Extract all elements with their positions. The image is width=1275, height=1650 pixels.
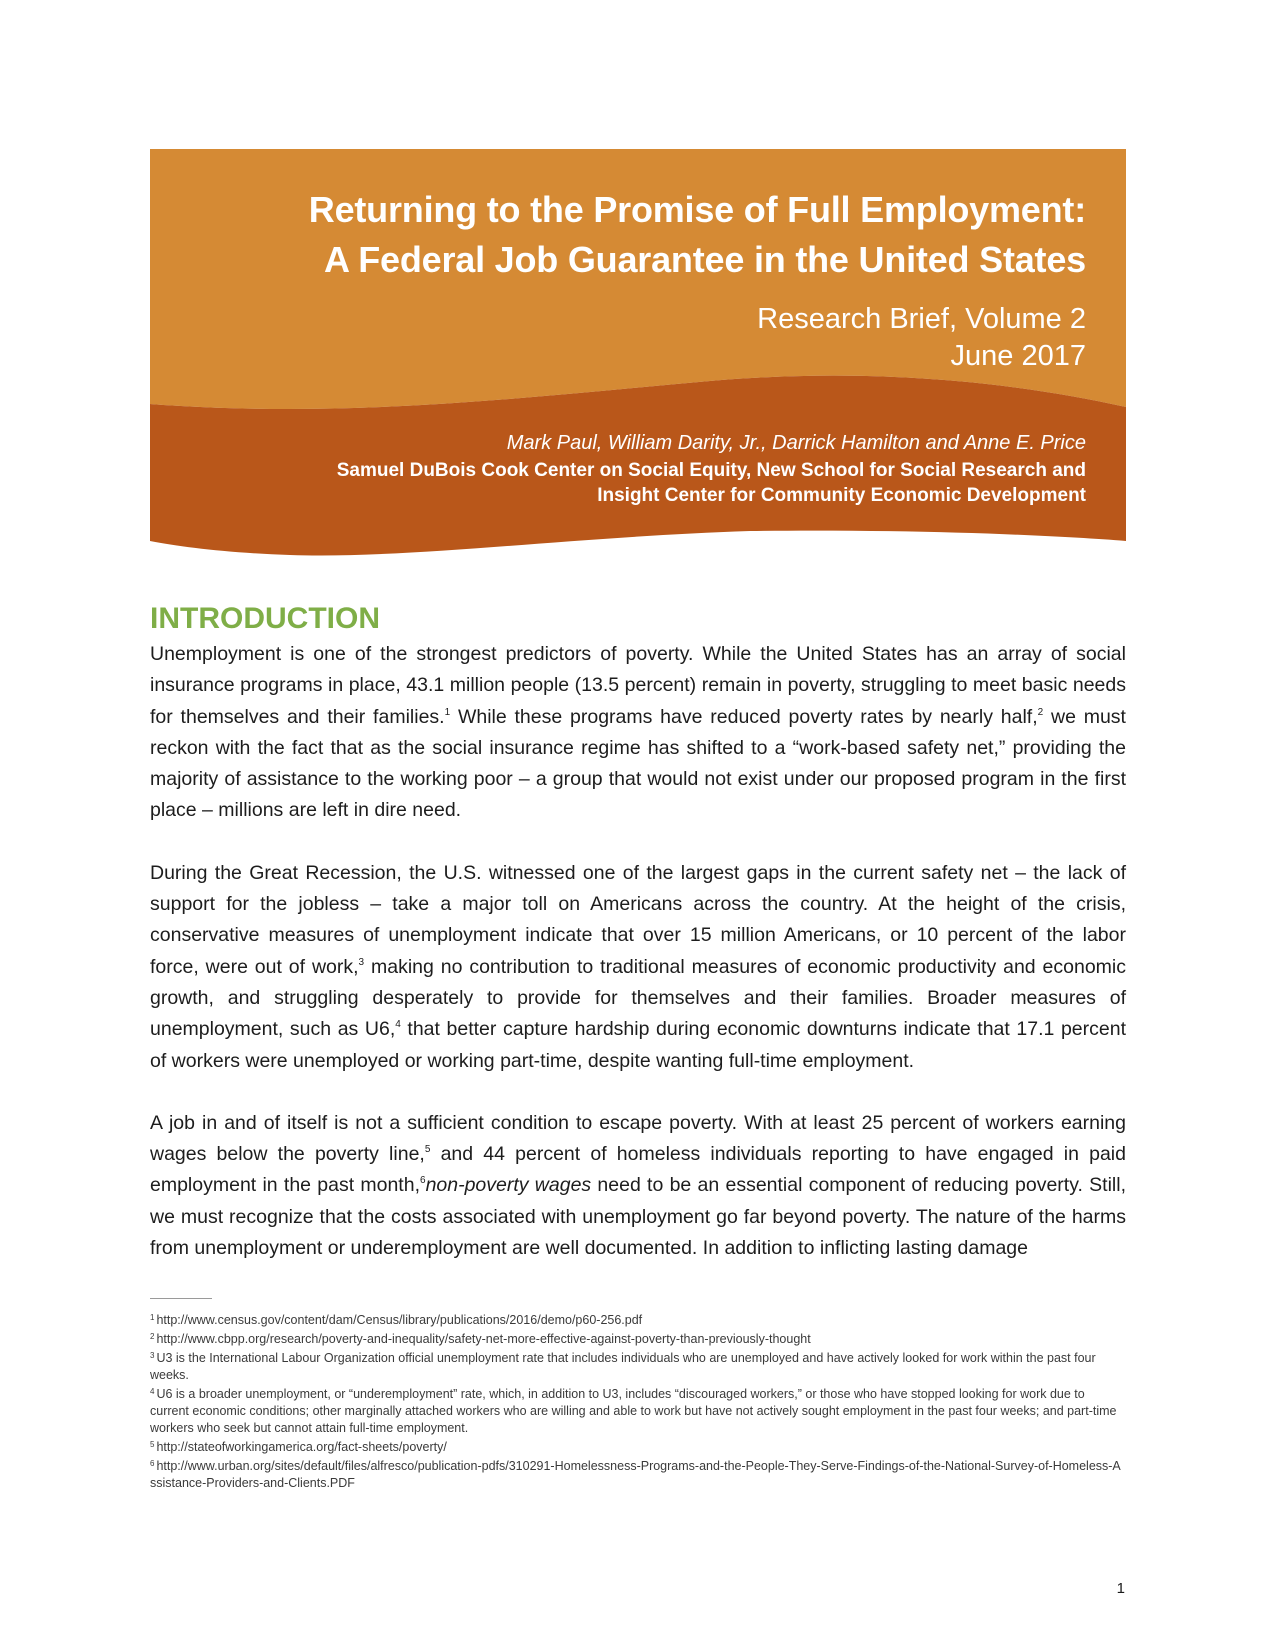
footnote-ref-6[interactable]: 6 (420, 1175, 426, 1187)
series-label: Research Brief, Volume 2 (757, 303, 1086, 335)
text-run: While these programs have reduced poverty rates by nearly half, (450, 705, 1038, 728)
footnote-6 (150, 1458, 1126, 1492)
emphasis-text: non-poverty wages (425, 1174, 592, 1197)
text-run: that better capture hardship during economic downturns indicate that 17.1 percent of workers were unemployed or working part-time, despite wanting full-time employment. (150, 1018, 1126, 1072)
title-banner (150, 149, 1126, 558)
text-run: During the Great Recession, the U.S. witnessed one of the largest gaps in the current safety net – the lack of support for the jobless – take a major toll on Americans across the country. At the height of the crisis, conservative measures of unemployment indicate that over 15 million Americans, or 10 percent of the labor force, were out of work, (150, 861, 1126, 978)
title-line-2: A Federal Job Guarantee in the United States (323, 239, 1086, 280)
footnote-ref-5[interactable]: 5 (424, 1144, 431, 1156)
publication-date: June 2017 (950, 340, 1086, 372)
section-heading: INTRODUCTION (150, 602, 380, 635)
authors: Mark Paul, William Darity, Jr., Darrick Hamilton and Anne E. Price (506, 432, 1086, 454)
footnote-divider (150, 1298, 212, 1299)
footnote-number: 3 (150, 1351, 155, 1360)
footnote-ref-3[interactable]: 3 (358, 956, 365, 968)
footnote-ref-4[interactable]: 4 (395, 1019, 401, 1031)
affiliations (186, 458, 1086, 508)
footnote-4 (150, 1386, 1126, 1437)
paragraph-1 (150, 639, 1126, 827)
footnote-ref-1[interactable]: 1 (444, 706, 451, 718)
footnote-text: U3 is the International Labour Organization official unemployment rate that includes individuals who are unemployed and have actively looked for work within the past four weeks. (150, 1351, 1096, 1382)
paragraph-2 (150, 858, 1126, 1077)
footnote-1 (150, 1312, 1126, 1329)
document-title (186, 185, 1086, 285)
footnote-2 (150, 1331, 1126, 1348)
footnotes (150, 1312, 1126, 1494)
affiliation-line-2: Insight Center for Community Economic Development (597, 485, 1086, 506)
footnote-number: 4 (150, 1387, 155, 1396)
page-number: 1 (1116, 1580, 1125, 1597)
text-run: we must reckon with the fact that as the social insurance regime has shifted to a “work-based safety net,” providing the majority of assistance to the working poor – a group that would not exist under our proposed program in the first place – millions are left in dire need. (150, 705, 1126, 822)
text-run: and 44 percent of homeless individuals reporting to have engaged in paid employment in the past month, (150, 1143, 1126, 1197)
body-text (150, 639, 1126, 1295)
footnote-number: 1 (150, 1313, 155, 1322)
footnote-link[interactable]: http://stateofworkingamerica.org/fact-sheets/poverty/ (156, 1440, 447, 1454)
footnote-5 (150, 1439, 1126, 1456)
footnote-3 (150, 1350, 1126, 1384)
text-run: need to be an essential component of reducing poverty. Still, we must recognize that the costs associated with unemployment go far beyond poverty. The nature of the harms from unemployment or underemployment are well documented. In addition to inflicting lasting damage (150, 1174, 1127, 1260)
text-run: Unemployment is one of the strongest predictors of poverty. While the United States has an array of social insurance programs in place, 43.1 million people (13.5 percent) remain in poverty, struggling to meet basic needs for themselves and their families. (150, 643, 1126, 728)
footnote-ref-2[interactable]: 2 (1037, 706, 1044, 718)
paragraph-3 (150, 1108, 1126, 1264)
text-run: making no contribution to traditional measures of economic productivity and economic growth, and struggling desperately to provide for themselves and their families. Broader measures of unemployment, such as U6, (150, 955, 1126, 1041)
title-line-1: Returning to the Promise of Full Employment: (308, 189, 1086, 230)
footnote-link[interactable]: http://www.urban.org/sites/default/files/alfresco/publication-pdfs/310291-Homelessness-Programs-and-the-People-They-Serve-Findings-of-the-National-Survey-of-Homeless-Assistance-Providers-and-Clients.PDF (150, 1459, 1121, 1490)
footnote-link[interactable]: http://www.cbpp.org/research/poverty-and-inequality/safety-net-more-effective-against-poverty-than-previously-thought (156, 1332, 811, 1346)
footnote-number: 5 (150, 1440, 155, 1449)
footnote-text: U6 is a broader unemployment, or “underemployment” rate, which, in addition to U3, includes “discouraged workers,” or those who have stopped looking for work due to current economic conditions; other marginally attached workers who are willing and able to work but have not actively sought employment in the past four weeks; and part-time workers who seek but cannot attain full-time employment. (150, 1387, 1117, 1435)
footnote-number: 6 (150, 1459, 155, 1468)
publication-info (486, 301, 1086, 375)
text-run: A job in and of itself is not a sufficient condition to escape poverty. With at least 25 percent of workers earning wages below the poverty line, (150, 1111, 1126, 1166)
footnote-link[interactable]: http://www.census.gov/content/dam/Census/library/publications/2016/demo/p60-256.pdf (156, 1313, 643, 1327)
affiliation-line-1: Samuel DuBois Cook Center on Social Equity, New School for Social Research and (336, 460, 1086, 481)
footnote-number: 2 (150, 1332, 155, 1341)
